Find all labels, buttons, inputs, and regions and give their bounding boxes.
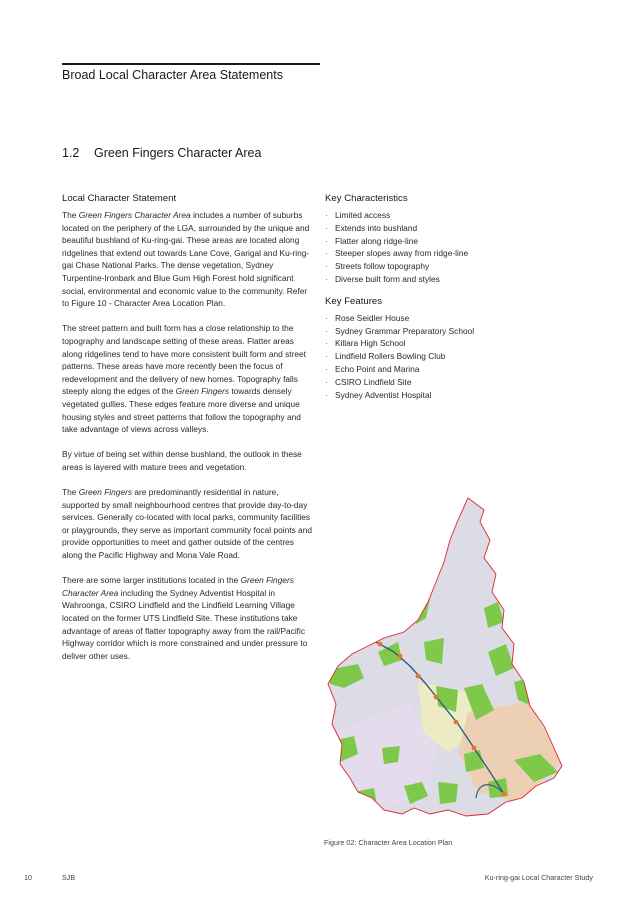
list-item: · Sydney Adventist Hospital (325, 389, 585, 402)
statement-paragraph-3: By virtue of being set within dense bushland, the outlook in these areas is layered with mature trees and vegetation. (62, 449, 302, 472)
section-number: 1.2 (62, 146, 80, 160)
centre-marker (416, 674, 421, 679)
green-finger (424, 638, 444, 664)
list-item: · Lindfield Rollers Bowling Club (325, 350, 585, 363)
green-finger (438, 782, 458, 804)
figure-caption: Figure 02: Character Area Location Plan (324, 838, 453, 847)
list-item: · Limited access (325, 209, 585, 222)
statement-paragraph-2: The street pattern and built form has a close relationship to the topography and landscape setting of these areas. Flatter areas along ridgelines tend to have more consistent built form and street patterns. These areas have more recently been the focus of redevelopment and the delivery of new homes. Topography falls steeply along the edges of the Green Fingers towards densely vegetated gullies. These edges feature more diverse and unique housing styles and street patterns that follow the topography and take advantage of views across valleys. (62, 323, 306, 435)
green-finger (382, 746, 400, 764)
character-statement-column (62, 193, 314, 675)
page-number: 10 (24, 873, 32, 882)
centre-marker (434, 695, 439, 700)
list-item: · Steeper slopes away from ridge-line (325, 247, 585, 260)
key-info-column (325, 193, 585, 411)
list-item: · Killara High School (325, 337, 585, 350)
characteristics-list (325, 209, 585, 286)
list-item: · Extends into bushland (325, 222, 585, 235)
list-item: · Sydney Grammar Preparatory School (325, 325, 585, 338)
list-item: · Echo Point and Marina (325, 363, 585, 376)
character-area-map (318, 492, 580, 832)
list-item: · Streets follow topography (325, 260, 585, 273)
statement-heading: Local Character Statement (62, 193, 177, 204)
centre-marker (398, 654, 403, 659)
characteristics-heading: Key Characteristics (325, 193, 408, 204)
footer-org: SJB (62, 873, 76, 882)
location-plan-map (318, 492, 580, 832)
section-title (62, 146, 261, 160)
footer-doc-title: Ku-ring-gai Local Character Study (484, 873, 593, 882)
header-rule (62, 63, 320, 65)
list-item: · Rose Seidler House (325, 312, 585, 325)
list-item: · Diverse built form and styles (325, 273, 585, 286)
centre-marker (472, 746, 477, 751)
centre-marker (454, 720, 459, 725)
centre-marker (502, 792, 507, 797)
centre-marker (378, 642, 383, 647)
statement-paragraph-4: The Green Fingers are predominantly residential in nature, supported by small neighbourhood centres that provide day-to-day services. Generally co-located with local parks, community facilities or playgrounds, they serve as important community focal points and provide opportunities to meet and gather outside of the centres along the Pacific Highway and Mona Vale Road. (62, 487, 312, 561)
statement-paragraph-1: The Green Fingers Character Area includes a number of suburbs located on the periphery of the LGA, surrounded by the unique and beautiful bushland of Ku-ring-gai. These areas are located along ridgelines that extend out towards Lane Cove, Garigal and Ku-ring-gai Chase National Parks. The dense vegetation, Sydney Turpentine-Ironbark and Blue Gum High Forest hold significant social, environmental and economic value to the community. Refer to Figure 10 - Character Area Location Plan. (62, 210, 310, 309)
features-heading: Key Features (325, 295, 383, 307)
features-list (325, 312, 585, 402)
list-item: · Flatter along ridge-line (325, 235, 585, 248)
statement-paragraph-5: There are some larger institutions located in the Green Fingers Character Area including the Sydney Adventist Hospital in Wahroonga, CSIRO Lindfield and the Lindfield Learning Village located on the former UTS Lindfield Site. These institutions take advantage of areas of flatter topography away from the rail/Pacific Highway corridor which is more constrained and under pressure to deliver other uses. (62, 575, 308, 661)
section-name: Green Fingers Character Area (94, 146, 262, 160)
green-finger (384, 590, 410, 616)
page-heading: Broad Local Character Area Statements (62, 68, 283, 82)
list-item: · CSIRO Lindfield Site (325, 376, 585, 389)
